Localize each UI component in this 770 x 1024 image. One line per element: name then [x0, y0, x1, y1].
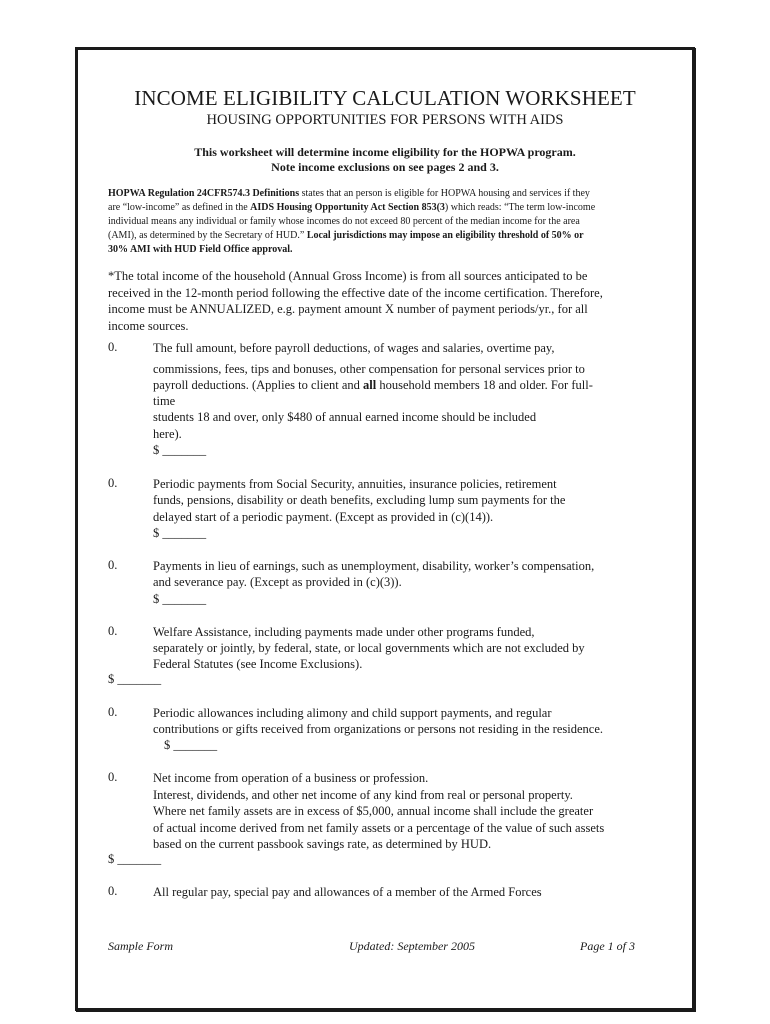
- item-1-line-4: time: [153, 394, 176, 408]
- item-1-line-5: students 18 and over, only $480 of annual earned income should be included: [153, 410, 537, 424]
- item-6-line-4: of actual income derived from net family assets or a percentage of the value of such assets: [153, 821, 605, 835]
- item-1-line-2: commissions, fees, tips and bonuses, other compensation for personal services prior to: [153, 362, 585, 376]
- item-3-line-2: and severance pay. (Except as provided in (c)(3)).: [153, 575, 402, 589]
- item-6-line-1: Net income from operation of a business or profession.: [153, 771, 429, 785]
- total-income-line-3: income must be ANNUALIZED, e.g. payment amount X number of payment periods/yr., for all: [108, 302, 588, 316]
- total-income-line-2: received in the 12-month period following the effective date of the income certification. Therefore,: [108, 286, 603, 300]
- item-number: 0.: [108, 558, 118, 572]
- item-number: 0.: [108, 884, 118, 898]
- item-number: 0.: [108, 770, 118, 784]
- footer-page-number: Page 1 of 3: [580, 939, 635, 953]
- act-ref: AIDS Housing Opportunity Act Section 853(3: [250, 202, 445, 213]
- definition-line-3: individual means any individual or family whose incomes do not exceed 80 percent of the median income for the area: [108, 216, 580, 227]
- item-7-line-1: All regular pay, special pay and allowances of a member of the Armed Forces: [153, 885, 542, 899]
- regulation-ref: HOPWA Regulation 24CFR574.3 Definitions: [108, 188, 300, 199]
- worksheet-title: INCOME ELIGIBILITY CALCULATION WORKSHEET: [134, 86, 636, 110]
- item-3-line-1: Payments in lieu of earnings, such as unemployment, disability, worker’s compensation,: [153, 559, 595, 573]
- item-2-line-2: funds, pensions, disability or death benefits, excluding lump sum payments for the: [153, 493, 566, 507]
- item-1-line-3: payroll deductions. (Applies to client and all household members 18 and older. For full-: [153, 378, 593, 392]
- item-6-line-5: based on the current passbook savings rate, as determined by HUD.: [153, 837, 492, 851]
- item-number: 0.: [108, 624, 118, 638]
- worksheet-subtitle: HOUSING OPPORTUNITIES FOR PERSONS WITH AIDS: [206, 112, 564, 128]
- item-number: 0.: [108, 340, 118, 354]
- intro-line-1: This worksheet will determine income eligibility for the HOPWA program.: [194, 145, 576, 159]
- item-4-line-1: Welfare Assistance, including payments made under other programs funded,: [153, 625, 535, 639]
- item-2-line-1: Periodic payments from Social Security, annuities, insurance policies, retirement: [153, 477, 557, 491]
- footer-updated: Updated: September 2005: [349, 939, 475, 953]
- definition-line-4: (AMI), as determined by the Secretary of HUD.” Local jurisdictions may impose an eligibility threshold of 50% or: [108, 230, 584, 241]
- definition-line-2: are “low-income” as defined in the AIDS Housing Opportunity Act Section 853(3) which reads: “The term low-income: [108, 202, 596, 213]
- item-4-line-3: Federal Statutes (see Income Exclusions).: [153, 657, 363, 671]
- item-2-line-3: delayed start of a periodic payment. (Except as provided in (c)(14)).: [153, 510, 494, 524]
- item-5-line-2: contributions or gifts received from organizations or persons not residing in the residence.: [153, 722, 603, 736]
- item-4-line-2: separately or jointly, by federal, state, or local governments which are not excluded by: [153, 641, 585, 655]
- intro-line-2: Note income exclusions on see pages 2 and 3.: [271, 160, 499, 174]
- total-income-line-1: *The total income of the household (Annual Gross Income) is from all sources anticipated to be: [108, 269, 588, 283]
- definition-line-5: 30% AMI with HUD Field Office approval.: [108, 244, 293, 255]
- total-income-line-4: income sources.: [108, 319, 189, 333]
- item-1-amount-blank[interactable]: $ _______: [153, 443, 207, 457]
- item-1-line-6: here).: [153, 427, 182, 441]
- item-6-amount-blank[interactable]: $ _______: [108, 852, 162, 866]
- item-6-line-3: Where net family assets are in excess of $5,000, annual income shall include the greater: [153, 804, 594, 818]
- item-4-amount-blank[interactable]: $ _______: [108, 672, 162, 686]
- footer-sample-form: Sample Form: [108, 939, 173, 953]
- item-5-amount-blank[interactable]: $ _______: [164, 738, 218, 752]
- item-number: 0.: [108, 476, 118, 490]
- item-2-amount-blank[interactable]: $ _______: [153, 526, 207, 540]
- item-5-line-1: Periodic allowances including alimony and child support payments, and regular: [153, 706, 552, 720]
- item-6-line-2: Interest, dividends, and other net income of any kind from real or personal property.: [153, 788, 573, 802]
- definition-line-1: HOPWA Regulation 24CFR574.3 Definitions states that an person is eligible for HOPWA housing and services if they: [108, 188, 590, 199]
- item-1-line-1: The full amount, before payroll deductions, of wages and salaries, overtime pay,: [153, 341, 555, 355]
- item-3-amount-blank[interactable]: $ _______: [153, 592, 207, 606]
- item-number: 0.: [108, 705, 118, 719]
